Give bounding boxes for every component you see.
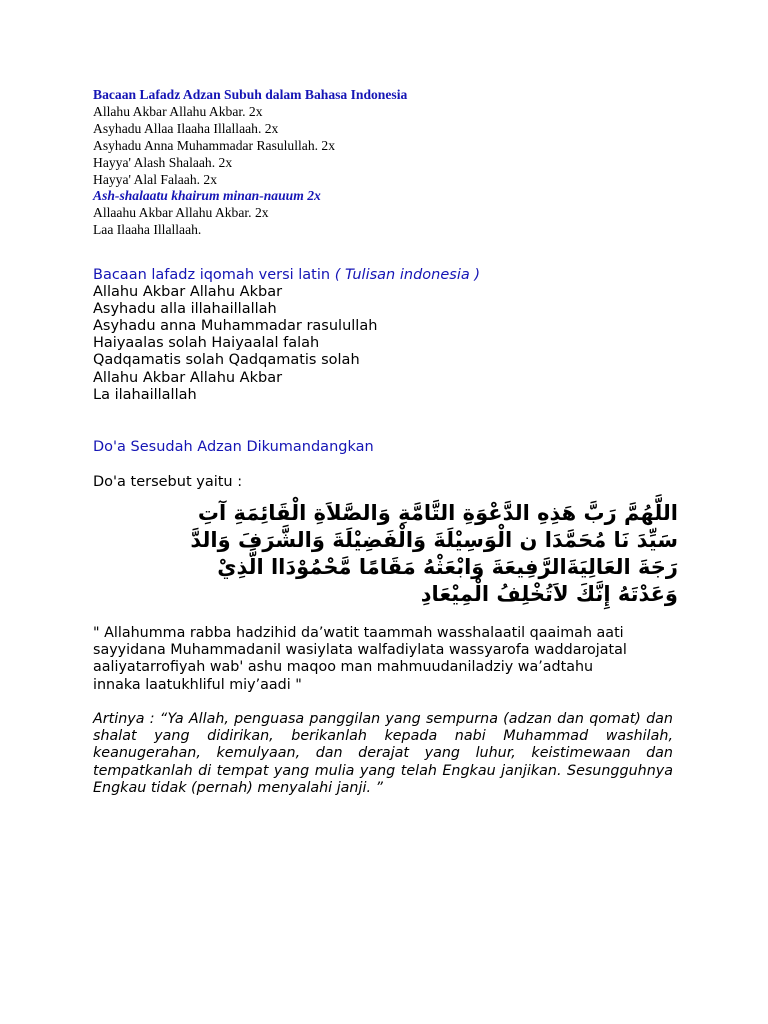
adzan-line: Allaahu Akbar Allahu Akbar. 2x bbox=[93, 205, 269, 221]
transliteration-line: aaliyatarrofiyah wab' ashu maqoo man mahmuudaniladziy wa’adtahu bbox=[93, 659, 594, 676]
iqomah-heading-main: Bacaan lafadz iqomah versi latin bbox=[93, 267, 335, 283]
arabic-line: سَيِّدَ نَا مُحَمَّدَا ن الْوَسِيْلَةَ وَالْفَضِيْلَةَ وَالشَّرَفَ وَالدَّ bbox=[190, 528, 678, 552]
arabic-line: رَجَةَ العَالِيَةَالرَّفِيعَةَ وَابْعَثْهُ مَقَامًا مَّحْمُوْدَاا الَّذِيْ bbox=[217, 555, 678, 579]
adzan-line: Hayya' Alash Shalaah. 2x bbox=[93, 154, 233, 170]
iqomah-line: Haiyaalas solah Haiyaalal falah bbox=[93, 335, 320, 352]
transliteration-line: sayyidana Muhammadanil wasiylata walfadiylata wassyarofa waddarojatal bbox=[93, 642, 627, 659]
adzan-line: Laa Ilaaha Illallaah. bbox=[93, 222, 202, 238]
adzan-line: Asyhadu Anna Muhammadar Rasulullah. 2x bbox=[93, 137, 336, 153]
adzan-section bbox=[93, 87, 733, 239]
transliteration-line: innaka laatukhliful miy’aadi " bbox=[93, 676, 302, 693]
iqomah-line: La ilahaillallah bbox=[93, 386, 197, 403]
doa-intro: Do'a tersebut yaitu : bbox=[93, 474, 243, 490]
adzan-heading: Bacaan Lafadz Adzan Subuh dalam Bahasa Indonesia bbox=[93, 87, 408, 102]
transliteration-line: " Allahumma rabba hadzihid da’watit taammah wasshalaatil qaaimah aati bbox=[93, 625, 624, 641]
iqomah-heading bbox=[93, 267, 733, 284]
doa-heading: Do'a Sesudah Adzan Dikumandangkan bbox=[93, 439, 374, 455]
iqomah-heading-paren: ( Tulisan indonesia ) bbox=[334, 267, 480, 283]
arabic-line: وَعَدْتَهُ إِنَّكَ لاَتُخْلِفُ الْمِيْعَادِ bbox=[420, 582, 678, 606]
iqomah-line: Asyhadu alla illahaillallah bbox=[93, 301, 277, 318]
doa-transliteration bbox=[93, 625, 673, 694]
arabic-line: اللَّهُمَّ رَبَّ هَذِهِ الدَّعْوَةِ التَّامَّةِ وَالصَّلاَةِ الْقَائِمَةِ آتِ bbox=[197, 501, 678, 525]
doa-translation: Artinya : “Ya Allah, penguasa panggilan yang sempurna (adzan dan qomat) dan shalat yang didirikan, berikanlah kepada nabi Muhammad washilah, keanugerahan, kemulyaan, dan derajat yang luhur, keistimewaan dan tempatkanlah di tempat yang mulia yang telah Engkau janjikan. Sesungguhnya Engkau tidak (pernah) menyalahi janji. ” bbox=[93, 711, 673, 796]
iqomah-line: Asyhadu anna Muhammadar rasulullah bbox=[93, 318, 378, 335]
iqomah-line: Qadqamatis solah Qadqamatis solah bbox=[93, 352, 360, 369]
adzan-line: Allahu Akbar Allahu Akbar. 2x bbox=[93, 103, 263, 119]
iqomah-line: Allahu Akbar Allahu Akbar bbox=[93, 369, 283, 386]
iqomah-line: Allahu Akbar Allahu Akbar bbox=[93, 284, 283, 301]
iqomah-section bbox=[93, 267, 733, 404]
adzan-subuh-highlight-line: Ash-shalaatu khairum minan-nauum 2x bbox=[93, 188, 321, 204]
adzan-line: Hayya' Alal Falaah. 2x bbox=[93, 171, 218, 187]
doa-arabic-text bbox=[118, 500, 678, 608]
adzan-line: Asyhadu Allaa Ilaaha Illallaah. 2x bbox=[93, 120, 279, 136]
